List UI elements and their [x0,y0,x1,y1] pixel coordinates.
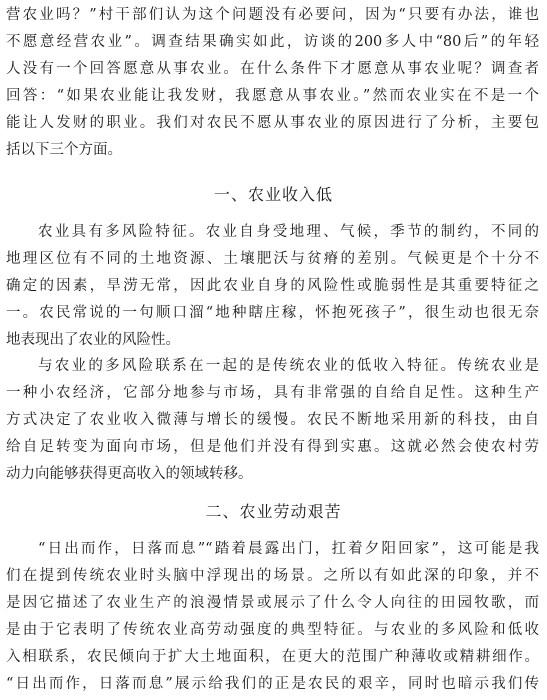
intro-line: 回答：“如果农业能让我发财，我愿意从事农业。”然而农业实在不是一个 [6,88,539,104]
section-heading-1: 一、农业收入低 [213,185,333,204]
paragraph-line: 一种小农经济，它部分地参与市场，具有非常强的自给自足性。这种生产 [6,385,539,401]
paragraph-line: “日出而作，日落而息”展示给我们的正是农民的艰辛，同时也暗示我们传 [6,676,539,692]
paragraph-line: 与农业的多风险联系在一起的是传统农业的低收入特征。传统农业是 [38,358,539,374]
intro-line: 营农业吗？”村干部们认为这个问题没有必要问，因为“只要有办法，谁也 [6,7,539,23]
paragraph-line: 们在提到传统农业时头脑中浮现出的场景。之所以有如此深的印象，并不 [6,568,539,584]
paragraph-line: 方式决定了农业收入微薄与增长的缓慢。农民不断地采用新的科技，由自 [6,412,539,428]
paragraph-line: 地理区位有不同的土地资源、土壤肥沃与贫瘠的差别。气候更是个十分不 [6,251,539,267]
paragraph-line: 地表现出了农业的风险性。 [6,332,180,348]
paragraph-line: 是由于它表明了传统农业高劳动强度的典型特征。与农业的多风险和低收 [6,622,539,638]
paragraph-line: 是因它描述了农业生产的浪漫情景或展示了什么令人向往的田园牧歌，而 [6,595,539,611]
section-heading-2: 二、农业劳动艰苦 [205,502,342,521]
paragraph-line: 农业具有多风险特征。农业自身受地理、气候，季节的制约，不同的 [38,224,539,240]
paragraph-line: 入相联系，农民倾向于扩大土地面积，在更大的范围广种薄收或精耕细作。 [6,649,539,665]
intro-line: 人没有一个回答愿意从事农业。在什么条件下才愿意从事农业呢？调查者 [6,61,539,77]
intro-line: 括以下三个方面。 [6,142,122,158]
intro-line: 不愿意经营农业”。调查结果确实如此，访谈的200多人中“80后”的年轻 [6,34,539,50]
paragraph-line: 一。农民常说的一句顺口溜“地种瞎庄稼，怀抱死孩子”，很生动也很无奈 [6,305,539,321]
paragraph-line: 确定的因素，旱涝无常，因此农业自身的风险性或脆弱性是其重要特征之 [6,278,539,294]
paragraph-line: 动力向能够获得更高收入的领域转移。 [6,466,253,482]
intro-line: 能让人发财的职业。我们对农民不愿从事农业的原因进行了分析，主要包 [6,115,539,131]
paragraph-line: “日出而作，日落而息”“踏着晨露出门，扛着夕阳回家”，这可能是我 [38,541,539,557]
paragraph-line: 给自足转变为面向市场，但是他们并没有得到实惠。这就必然会使农村劳 [6,439,539,455]
